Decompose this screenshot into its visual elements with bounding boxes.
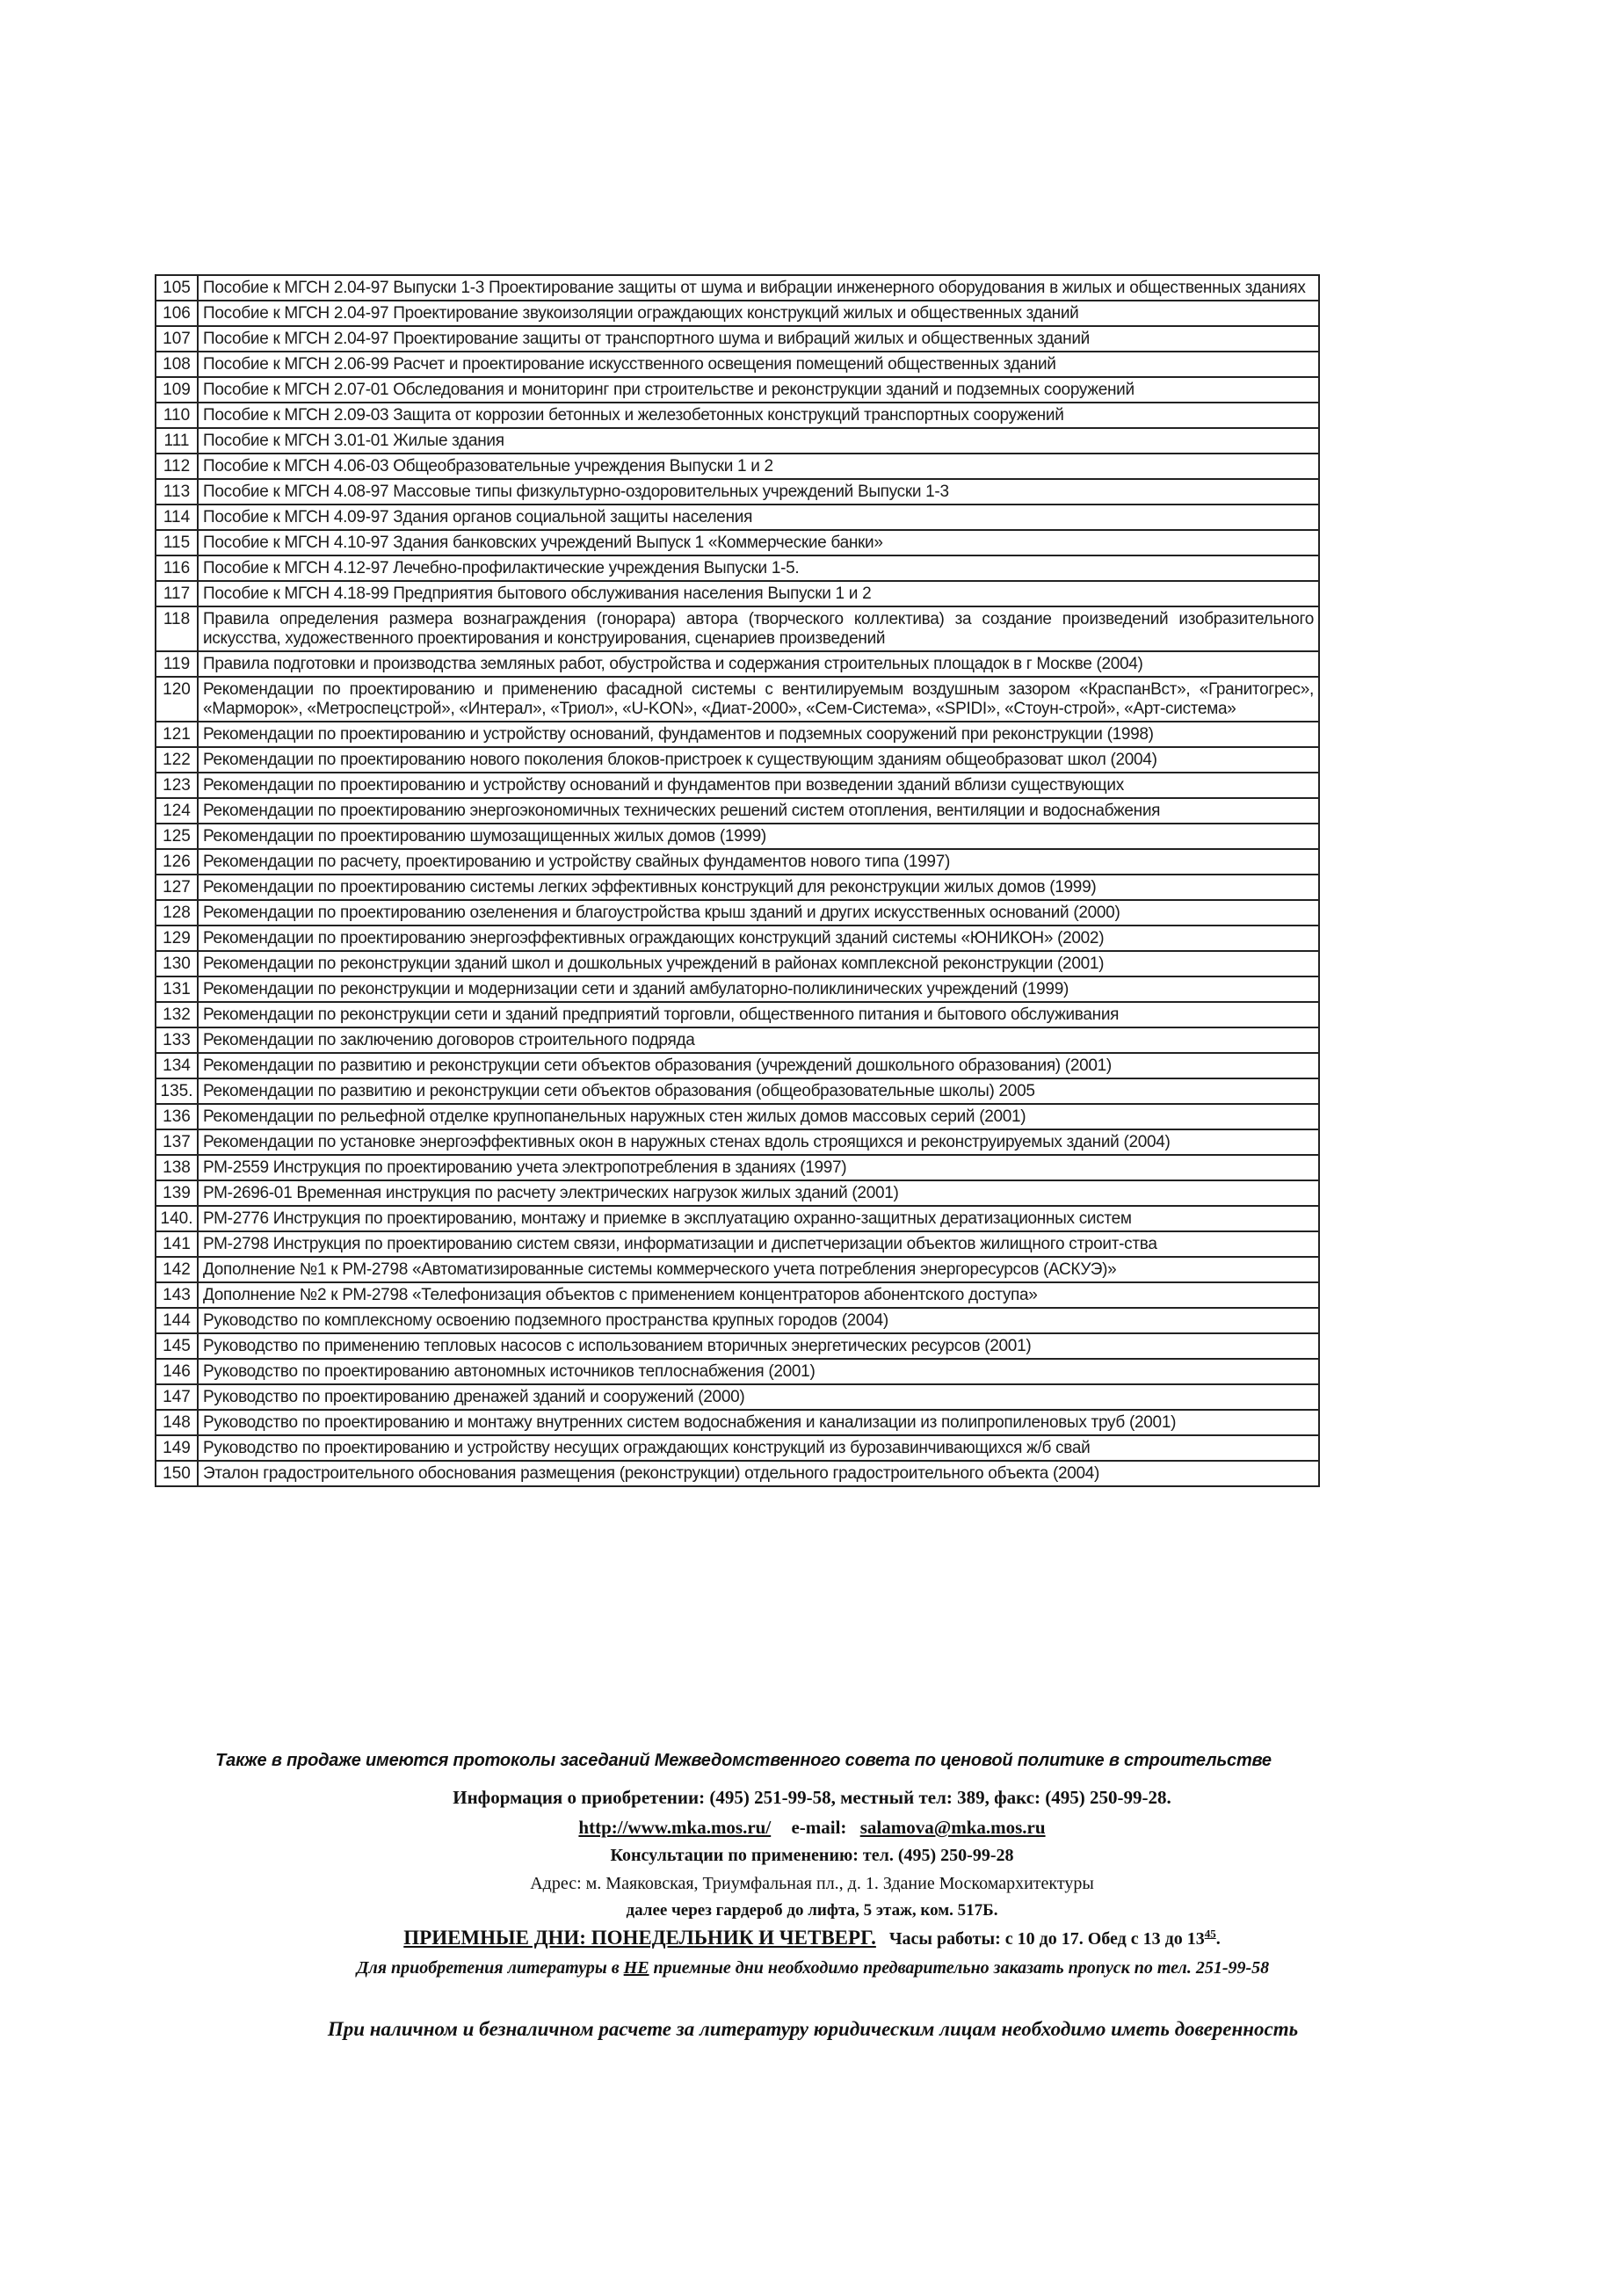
row-number: 116 bbox=[156, 555, 198, 581]
row-title: Пособие к МГСН 2.04-97 Выпуски 1-3 Проектирование защиты от шума и вибрации инженерного оборудования в жилых и общественных зданиях bbox=[198, 275, 1319, 301]
row-title: Пособие к МГСН 2.06-99 Расчет и проектирование искусственного освещения помещений общественных зданий bbox=[198, 352, 1319, 377]
table-row bbox=[156, 1002, 1319, 1027]
row-title: Пособие к МГСН 4.06-03 Общеобразовательные учреждения Выпуски 1 и 2 bbox=[198, 454, 1319, 479]
row-title: Пособие к МГСН 4.12-97 Лечебно-профилактические учреждения Выпуски 1-5. bbox=[198, 555, 1319, 581]
consultation-info: Консультации по применению: тел. (495) 250-99-28 bbox=[610, 1846, 1014, 1865]
table-row bbox=[156, 1027, 1319, 1053]
directions-line: далее через гардероб до лифта, 5 этаж, ком. 517Б. bbox=[626, 1901, 998, 1920]
table-row bbox=[156, 798, 1319, 824]
row-number: 113 bbox=[156, 479, 198, 505]
table-row bbox=[156, 1129, 1319, 1155]
row-title: Рекомендации по развитию и реконструкции сети объектов образования (учреждений дошкольного образования) (2001) bbox=[198, 1053, 1319, 1078]
table-row bbox=[156, 1180, 1319, 1206]
table-row bbox=[156, 505, 1319, 530]
reception-days-title: ПРИЕМНЫЕ ДНИ: ПОНЕДЕЛЬНИК И ЧЕТВЕРГ. bbox=[403, 1927, 876, 1949]
row-number: 128 bbox=[156, 900, 198, 926]
row-number: 112 bbox=[156, 454, 198, 479]
row-number: 135. bbox=[156, 1078, 198, 1104]
table-row bbox=[156, 900, 1319, 926]
row-title: Рекомендации по заключению договоров строительного подряда bbox=[198, 1027, 1319, 1053]
row-number: 121 bbox=[156, 722, 198, 747]
table-row bbox=[156, 824, 1319, 849]
table-row bbox=[156, 926, 1319, 951]
table-row bbox=[156, 479, 1319, 505]
table-row bbox=[156, 651, 1319, 677]
table-row bbox=[156, 530, 1319, 555]
row-title: Рекомендации по рельефной отделке крупнопанельных наружных стен жилых домов массовых серий (2001) bbox=[198, 1104, 1319, 1129]
power-of-attorney-notice: При наличном и безналичном расчете за литературу юридическим лицам необходимо иметь доверенность bbox=[327, 2018, 1299, 2040]
table-row bbox=[156, 1078, 1319, 1104]
working-hours-minutes: 45 bbox=[1204, 1927, 1216, 1941]
table-row bbox=[156, 1282, 1319, 1308]
literature-table bbox=[155, 274, 1320, 1487]
row-title: Правила подготовки и производства земляных работ, обустройства и содержания строительных площадок в г Москве (2004) bbox=[198, 651, 1319, 677]
row-number: 111 bbox=[156, 428, 198, 454]
row-number: 109 bbox=[156, 377, 198, 403]
row-title: Рекомендации по расчету, проектированию и устройству свайных фундаментов нового типа (1997) bbox=[198, 849, 1319, 875]
row-title: РМ-2776 Инструкция по проектированию, монтажу и приемке в эксплуатацию охранно-защитных дератизационных систем bbox=[198, 1206, 1319, 1231]
row-title: Руководство по проектированию и монтажу внутренних систем водоснабжения и канализации из полипропиленовых труб (2001) bbox=[198, 1410, 1319, 1435]
table-row bbox=[156, 454, 1319, 479]
table-row bbox=[156, 747, 1319, 773]
table-row bbox=[156, 773, 1319, 798]
pass-notice-start: Для приобретения литературы в bbox=[356, 1958, 620, 1978]
row-number: 131 bbox=[156, 976, 198, 1002]
protocols-note: Также в продаже имеются протоколы заседаний Межведомственного совета по ценовой политике в строительстве bbox=[215, 1751, 1272, 1770]
row-title: Дополнение №2 к РМ-2798 «Телефонизация объектов с применением концентраторов абонентского доступа» bbox=[198, 1282, 1319, 1308]
row-number: 122 bbox=[156, 747, 198, 773]
row-number: 108 bbox=[156, 352, 198, 377]
contact-links bbox=[0, 1817, 1624, 1839]
row-title: Пособие к МГСН 4.18-99 Предприятия бытового обслуживания населения Выпуски 1 и 2 bbox=[198, 581, 1319, 606]
row-title: Руководство по комплексному освоению подземного пространства крупных городов (2004) bbox=[198, 1308, 1319, 1333]
table-row bbox=[156, 555, 1319, 581]
row-title: Рекомендации по проектированию энергоэффективных ограждающих конструкций зданий системы «ЮНИКОН» (2002) bbox=[198, 926, 1319, 951]
row-title: Пособие к МГСН 3.01-01 Жилые здания bbox=[198, 428, 1319, 454]
row-number: 114 bbox=[156, 505, 198, 530]
pass-notice-ne: НЕ bbox=[623, 1958, 649, 1978]
table-row bbox=[156, 1359, 1319, 1384]
row-title: Пособие к МГСН 4.09-97 Здания органов социальной защиты населения bbox=[198, 505, 1319, 530]
row-number: 134 bbox=[156, 1053, 198, 1078]
table-row bbox=[156, 1231, 1319, 1257]
row-title: Рекомендации по проектированию нового поколения блоков-пристроек к существующим зданиям общеобразоват школ (2004) bbox=[198, 747, 1319, 773]
table-row bbox=[156, 722, 1319, 747]
row-number: 146 bbox=[156, 1359, 198, 1384]
row-number: 142 bbox=[156, 1257, 198, 1282]
email-link[interactable]: salamova@mka.mos.ru bbox=[859, 1817, 1046, 1838]
row-title: Рекомендации по установке энергоэффективных окон в наружных стенах вдоль строящихся и реконструируемых зданий (2004) bbox=[198, 1129, 1319, 1155]
row-number: 117 bbox=[156, 581, 198, 606]
row-title: Руководство по применению тепловых насосов с использованием вторичных энергетических ресурсов (2001) bbox=[198, 1333, 1319, 1359]
table-row bbox=[156, 875, 1319, 900]
row-title: Эталон градостроительного обоснования размещения (реконструкции) отдельного градостроительного объекта (2004) bbox=[198, 1461, 1319, 1486]
row-number: 139 bbox=[156, 1180, 198, 1206]
row-title: Пособие к МГСН 2.07-01 Обследования и мониторинг при строительстве и реконструкции зданий и подземных сооружений bbox=[198, 377, 1319, 403]
table-row bbox=[156, 1461, 1319, 1486]
row-number: 133 bbox=[156, 1027, 198, 1053]
row-number: 138 bbox=[156, 1155, 198, 1180]
row-title: Рекомендации по проектированию энергоэкономичных технических решений систем отопления, вентиляции и водоснабжения bbox=[198, 798, 1319, 824]
table-row bbox=[156, 352, 1319, 377]
row-number: 132 bbox=[156, 1002, 198, 1027]
table-row bbox=[156, 326, 1319, 352]
row-title: Пособие к МГСН 2.04-97 Проектирование защиты от транспортного шума и вибраций жилых и общественных зданий bbox=[198, 326, 1319, 352]
table-row bbox=[156, 275, 1319, 301]
row-title: РМ-2696-01 Временная инструкция по расчету электрических нагрузок жилых зданий (2001) bbox=[198, 1180, 1319, 1206]
table-row bbox=[156, 1257, 1319, 1282]
row-number: 148 bbox=[156, 1410, 198, 1435]
row-number: 144 bbox=[156, 1308, 198, 1333]
row-number: 143 bbox=[156, 1282, 198, 1308]
table-row bbox=[156, 377, 1319, 403]
row-title: Руководство по проектированию дренажей зданий и сооружений (2000) bbox=[198, 1384, 1319, 1410]
row-number: 118 bbox=[156, 606, 198, 651]
row-number: 126 bbox=[156, 849, 198, 875]
row-title: Дополнение №1 к РМ-2798 «Автоматизированные системы коммерческого учета потребления энергоресурсов (АСКУЭ)» bbox=[198, 1257, 1319, 1282]
row-number: 119 bbox=[156, 651, 198, 677]
table-row bbox=[156, 1206, 1319, 1231]
table-row bbox=[156, 606, 1319, 651]
table-row bbox=[156, 1308, 1319, 1333]
table-row bbox=[156, 301, 1319, 326]
row-title: Рекомендации по реконструкции сети и зданий предприятий торговли, общественного питания и бытового обслуживания bbox=[198, 1002, 1319, 1027]
row-number: 136 bbox=[156, 1104, 198, 1129]
address-line: Адрес: м. Маяковская, Триумфальная пл., д. 1. Здание Москомархитектуры bbox=[530, 1874, 1094, 1893]
row-number: 141 bbox=[156, 1231, 198, 1257]
table-row bbox=[156, 1053, 1319, 1078]
row-title: Правила определения размера вознаграждения (гонорара) автора (творческого коллектива) за создание произведений изобразительного искусства, художественного проектирования и конструирования, сценариев произведений bbox=[198, 606, 1319, 651]
row-title: Рекомендации по проектированию системы легких эффективных конструкций для реконструкции жилых домов (1999) bbox=[198, 875, 1319, 900]
row-number: 123 bbox=[156, 773, 198, 798]
pass-notice bbox=[88, 1958, 1538, 1978]
row-number: 150 bbox=[156, 1461, 198, 1486]
row-number: 107 bbox=[156, 326, 198, 352]
row-title: РМ-2798 Инструкция по проектированию систем связи, информатизации и диспетчеризации объектов жилищного строит-ства bbox=[198, 1231, 1319, 1257]
table-row bbox=[156, 976, 1319, 1002]
table-row bbox=[156, 1410, 1319, 1435]
working-hours: Часы работы: с 10 до 17. Обед с 13 до 13 bbox=[888, 1929, 1205, 1949]
table-row bbox=[156, 1435, 1319, 1461]
row-number: 110 bbox=[156, 403, 198, 428]
row-title: Рекомендации по проектированию озеленения и благоустройства крыш зданий и других искусственных оснований (2000) bbox=[198, 900, 1319, 926]
row-title: Рекомендации по развитию и реконструкции сети объектов образования (общеобразовательные школы) 2005 bbox=[198, 1078, 1319, 1104]
row-title: Рекомендации по проектированию и устройству оснований, фундаментов и подземных сооружений при реконструкции (1998) bbox=[198, 722, 1319, 747]
row-number: 140. bbox=[156, 1206, 198, 1231]
reception-days: ПРИЕМНЫЕ ДНИ: ПОНЕДЕЛЬНИК И ЧЕТВЕРГ. Часы работы: с 10 до 17. Обед с 13 до $13^{45}$. bbox=[403, 1927, 1221, 1949]
table-row bbox=[156, 849, 1319, 875]
table-row bbox=[156, 581, 1319, 606]
literature-table-body bbox=[156, 275, 1319, 1486]
table-row bbox=[156, 951, 1319, 976]
row-title: Пособие к МГСН 2.09-03 Защита от коррозии бетонных и железобетонных конструкций транспортных сооружений bbox=[198, 403, 1319, 428]
table-row bbox=[156, 677, 1319, 722]
table-row bbox=[156, 403, 1319, 428]
row-title: Рекомендации по реконструкции зданий школ и дошкольных учреждений в районах комплексной реконструкции (2001) bbox=[198, 951, 1319, 976]
row-number: 106 bbox=[156, 301, 198, 326]
row-number: 115 bbox=[156, 530, 198, 555]
row-number: 137 bbox=[156, 1129, 198, 1155]
row-title: РМ-2559 Инструкция по проектированию учета электропотребления в зданиях (1997) bbox=[198, 1155, 1319, 1180]
website-link[interactable]: http://www.mka.mos.ru/ bbox=[578, 1817, 772, 1838]
row-title: Пособие к МГСН 4.08-97 Массовые типы физкультурно-оздоровительных учреждений Выпуски 1-3 bbox=[198, 479, 1319, 505]
row-number: 127 bbox=[156, 875, 198, 900]
row-title: Рекомендации по проектированию и применению фасадной системы с вентилируемым воздушным зазором «КраспанВст», «Гранитогрес», «Марморок», «Метроспецстрой», «Интерал», «Триол», «U-KON», «Диат-2000», «Сем-Система», «SPIDI», «Стоун-строй», «Арт-система» bbox=[198, 677, 1319, 722]
email-label: e-mail: bbox=[791, 1817, 847, 1838]
row-title: Рекомендации по проектированию шумозащищенных жилых домов (1999) bbox=[198, 824, 1319, 849]
row-title: Руководство по проектированию и устройству несущих ограждающих конструкций из бурозавинчивающихся ж/б свай bbox=[198, 1435, 1319, 1461]
row-title: Пособие к МГСН 4.10-97 Здания банковских учреждений Выпуск 1 «Коммерческие банки» bbox=[198, 530, 1319, 555]
row-number: 105 bbox=[156, 275, 198, 301]
table-row bbox=[156, 1155, 1319, 1180]
row-title: Рекомендации по проектированию и устройству оснований и фундаментов при возведении зданий вблизи существующих bbox=[198, 773, 1319, 798]
row-title: Рекомендации по реконструкции и модернизации сети и зданий амбулаторно-поликлинических учреждений (1999) bbox=[198, 976, 1319, 1002]
table-row bbox=[156, 1333, 1319, 1359]
row-number: 145 bbox=[156, 1333, 198, 1359]
table-row bbox=[156, 1384, 1319, 1410]
row-title: Пособие к МГСН 2.04-97 Проектирование звукоизоляции ограждающих конструкций жилых и общественных зданий bbox=[198, 301, 1319, 326]
pass-notice-end: приемные дни необходимо предварительно заказать пропуск по тел. 251-99-58 bbox=[653, 1958, 1270, 1978]
row-number: 125 bbox=[156, 824, 198, 849]
row-number: 130 bbox=[156, 951, 198, 976]
row-number: 149 bbox=[156, 1435, 198, 1461]
table-row bbox=[156, 428, 1319, 454]
row-number: 124 bbox=[156, 798, 198, 824]
row-number: 147 bbox=[156, 1384, 198, 1410]
purchase-info: Информация о приобретении: (495) 251-99-58, местный тел: 389, факс: (495) 250-99-28. bbox=[453, 1787, 1171, 1808]
row-number: 129 bbox=[156, 926, 198, 951]
table-row bbox=[156, 1104, 1319, 1129]
row-title: Руководство по проектированию автономных источников теплоснабжения (2001) bbox=[198, 1359, 1319, 1384]
row-number: 120 bbox=[156, 677, 198, 722]
